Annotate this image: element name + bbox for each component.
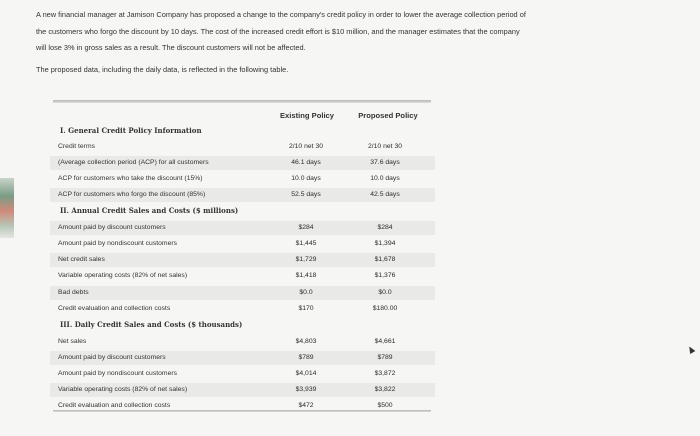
table-row — [50, 302, 435, 316]
row-label: Net sales — [58, 338, 87, 345]
row-label: Variable operating costs (82% of net sales) — [58, 272, 188, 279]
proposed-policy-cell: $180.00 — [372, 305, 398, 312]
row-label: Credit evaluation and collection costs — [58, 402, 171, 409]
existing-policy-cell: $1,729 — [295, 256, 317, 263]
existing-policy-cell: $3,939 — [295, 386, 317, 393]
table-row — [50, 286, 435, 300]
intro-line-2: the customers who forgo the discount by 10 days. The cost of the increased credit effort is $10 million, and the manager estimates that the company — [36, 26, 520, 36]
row-label: ACP for customers who take the discount (15%) — [58, 175, 203, 182]
existing-policy-cell: $0.0 — [299, 289, 313, 296]
section-header-row — [50, 204, 435, 218]
proposed-policy-cell: 42.5 days — [370, 191, 400, 198]
existing-policy-cell: $472 — [298, 402, 314, 409]
proposed-policy-cell: 10.0 days — [370, 175, 400, 182]
section-header-row — [50, 318, 435, 332]
proposed-policy-cell: $1,376 — [374, 272, 396, 279]
row-label: Amount paid by nondiscount customers — [58, 240, 178, 247]
intro-line-1: A new financial manager at Jamison Company has proposed a change to the company's credit policy in order to lower the average collection period of — [36, 10, 526, 19]
proposed-policy-cell: $3,872 — [374, 370, 396, 377]
row-label: Amount paid by discount customers — [58, 224, 166, 231]
row-label: I. General Credit Policy Information — [60, 126, 202, 135]
table-row — [50, 188, 435, 202]
table-row — [50, 351, 435, 365]
table-top-rule — [53, 100, 431, 103]
intro-line-3: will lose 3% in gross sales as a result. The discount customers will not be affected. — [36, 43, 306, 52]
existing-policy-cell: 2/10 net 30 — [288, 143, 323, 150]
row-label: Amount paid by discount customers — [58, 354, 166, 361]
proposed-policy-cell: $789 — [377, 354, 393, 361]
existing-policy-cell: $1,445 — [295, 240, 317, 247]
row-label: Credit terms — [58, 143, 96, 150]
row-label: Credit evaluation and collection costs — [58, 305, 171, 312]
row-label: Bad debts — [58, 289, 89, 296]
row-label: Net credit sales — [58, 256, 105, 263]
proposed-policy-cell: $3,822 — [374, 386, 396, 393]
table-row — [50, 172, 435, 186]
section-header-row — [50, 124, 435, 138]
row-label: Amount paid by nondiscount customers — [58, 370, 178, 377]
row-label: ACP for customers who forgo the discount (85%) — [58, 191, 206, 198]
left-edge-photo-strip — [0, 178, 14, 238]
table-row — [50, 269, 435, 283]
existing-policy-cell: $284 — [298, 224, 314, 231]
row-label: (Average collection period (ACP) for all customers — [58, 159, 209, 166]
proposed-policy-cell: $0.0 — [378, 289, 392, 296]
row-label: Variable operating costs (82% of net sales) — [58, 386, 188, 393]
table-bottom-rule — [53, 410, 431, 412]
existing-policy-cell: $4,803 — [295, 338, 317, 345]
intro-line-4: The proposed data, including the daily data, is reflected in the following table. — [36, 64, 289, 74]
proposed-policy-cell: $1,678 — [374, 256, 396, 263]
existing-policy-cell: $4,014 — [295, 370, 317, 377]
table-row — [50, 156, 435, 170]
proposed-policy-cell: $4,661 — [374, 338, 396, 345]
existing-policy-cell: 46.1 days — [291, 159, 321, 166]
header-existing-policy: Existing Policy — [279, 111, 335, 120]
header-proposed-policy: Proposed Policy — [358, 111, 418, 120]
mouse-cursor-icon — [687, 345, 696, 354]
table-row — [50, 140, 435, 154]
existing-policy-cell: 10.0 days — [291, 175, 321, 182]
proposed-policy-cell: $500 — [377, 402, 393, 409]
existing-policy-cell: $789 — [298, 354, 314, 361]
existing-policy-cell: 52.5 days — [291, 191, 321, 198]
table-row — [50, 367, 435, 381]
problem-text — [36, 7, 646, 78]
table-row — [50, 253, 435, 267]
table-row — [50, 221, 435, 235]
row-label: II. Annual Credit Sales and Costs ($ millions) — [60, 206, 239, 215]
row-label: III. Daily Credit Sales and Costs ($ thousands) — [60, 320, 243, 329]
table-row — [50, 383, 435, 397]
proposed-policy-cell: 2/10 net 30 — [367, 143, 402, 150]
credit-policy-table — [50, 100, 435, 420]
proposed-policy-cell: $284 — [377, 224, 393, 231]
table-row — [50, 237, 435, 251]
table-row — [50, 335, 435, 349]
existing-policy-cell: $1,418 — [295, 272, 317, 279]
proposed-policy-cell: 37.6 days — [370, 159, 400, 166]
proposed-policy-cell: $1,394 — [374, 240, 396, 247]
existing-policy-cell: $170 — [298, 305, 314, 312]
